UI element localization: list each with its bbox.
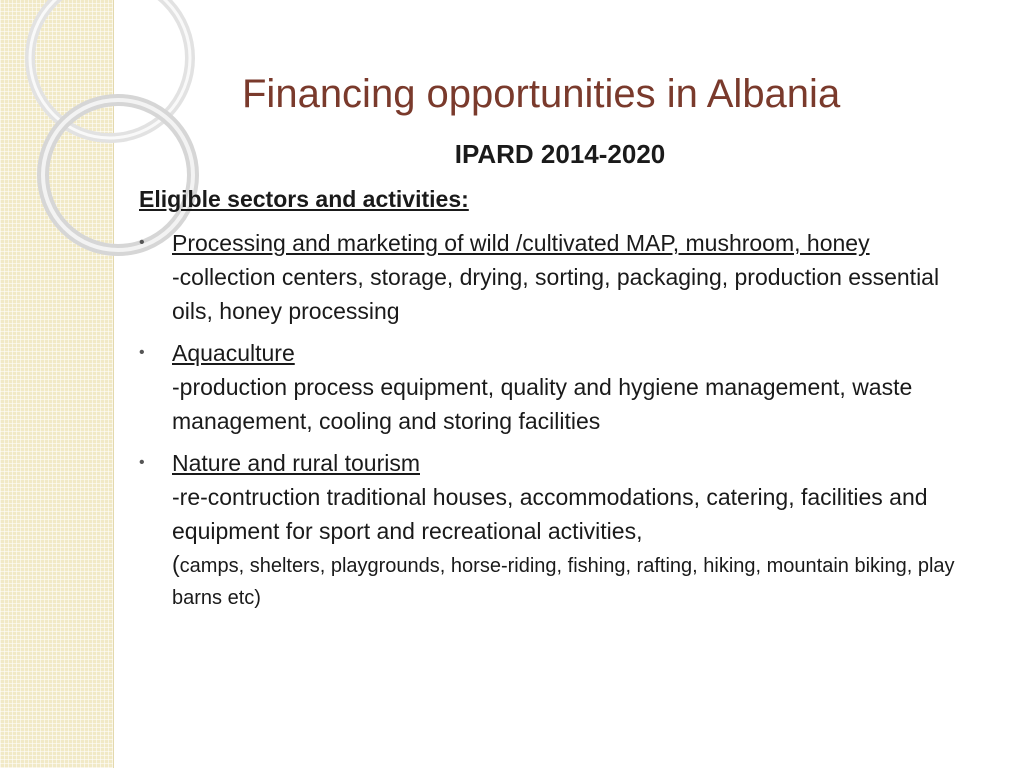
list-item: [139, 336, 979, 438]
bullet-icon: •: [139, 234, 145, 251]
bullet-icon: •: [139, 344, 145, 361]
section-heading: Eligible sectors and activities:: [139, 186, 469, 212]
item-detail: -collection centers, storage, drying, sorting, packaging, production essential oils, honey processing: [172, 264, 940, 324]
list-item: [139, 226, 979, 328]
item-detail: -production process equipment, quality and hygiene management, waste management, cooling and storing facilities: [172, 374, 913, 434]
bullet-icon: •: [139, 454, 145, 471]
sector-list: [139, 226, 979, 622]
list-item: [139, 446, 979, 614]
decorative-rings: [0, 0, 200, 260]
item-detail: -re-contruction traditional houses, accommodations, catering, facilities and equipment for sport and recreational activities,: [172, 484, 928, 544]
note-open-paren: (: [172, 551, 180, 577]
note-text: camps, shelters, playgrounds, horse-riding, fishing, rafting, hiking, mountain biking, play barns etc): [172, 555, 955, 609]
item-heading: Nature and rural tourism: [172, 450, 420, 476]
item-heading: Processing and marketing of wild /cultivated MAP, mushroom, honey: [172, 230, 870, 256]
slide-subtitle: IPARD 2014-2020: [454, 139, 666, 169]
item-note: [172, 548, 979, 614]
slide-title: Financing opportunities in Albania: [242, 72, 841, 116]
item-heading: Aquaculture: [172, 340, 295, 366]
